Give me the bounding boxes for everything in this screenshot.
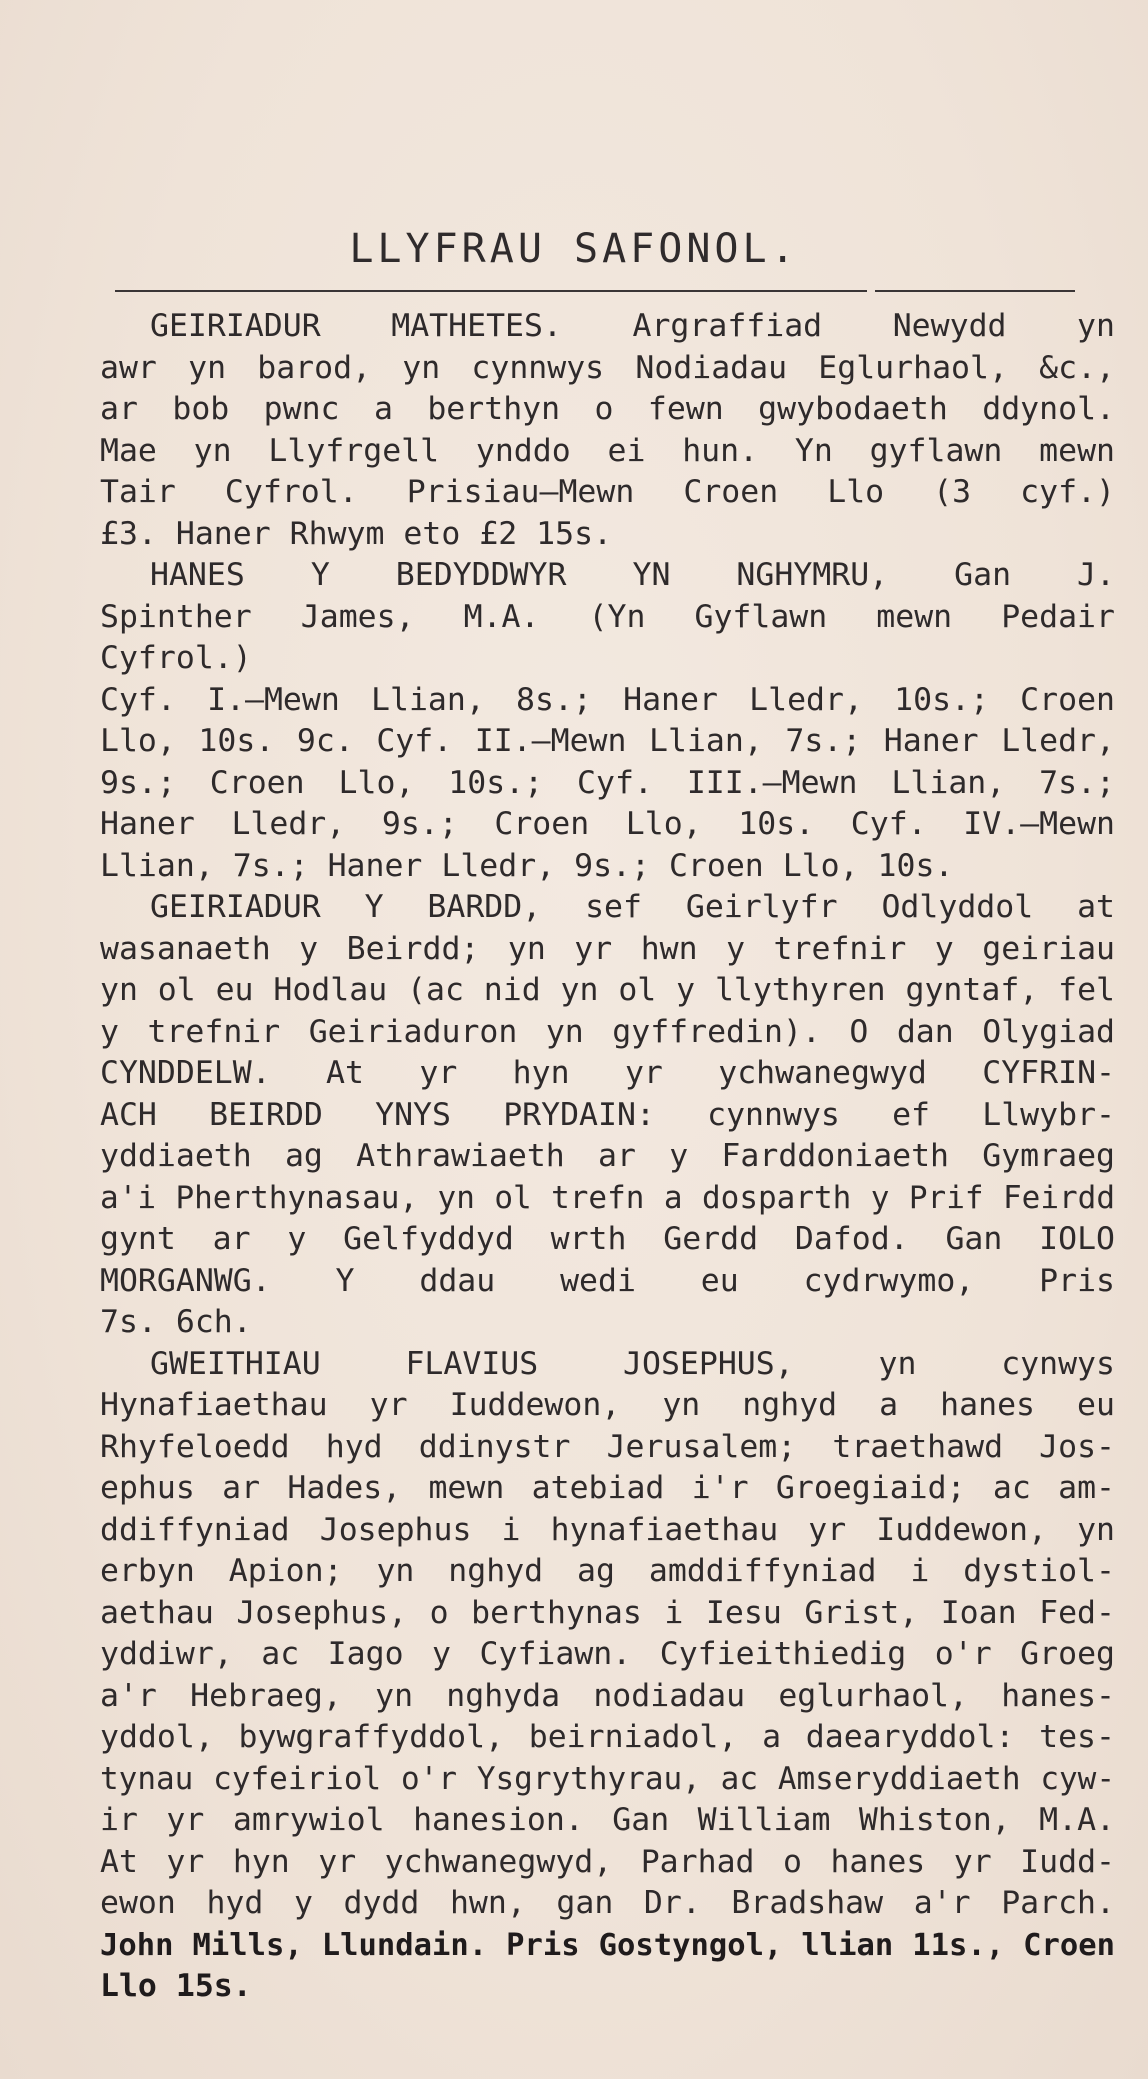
book-list bbox=[100, 306, 1115, 2008]
text-line: a'i Pherthynasau, yn ol trefn a dosparth y Prif Feirdd bbox=[100, 1179, 1115, 1216]
text-line: Rhyfeloedd hyd ddinystr Jerusalem; traethawd Jos- bbox=[100, 1428, 1115, 1465]
text-line: ewon hyd y dydd hwn, gan Dr. Bradshaw a'r Parch. bbox=[100, 1885, 1115, 1921]
text-line: £3. Haner Rhwym eto £2 15s. bbox=[100, 515, 613, 552]
text-line: ir yr amrywiol hanesion. Gan William Whiston, M.A. bbox=[100, 1802, 1115, 1838]
book-entry-geiriadur-y-bardd bbox=[100, 887, 1115, 1344]
text-line: y trefnir Geiriaduron yn gyffredin). O dan Olygiad bbox=[100, 1013, 1115, 1050]
text-line: Cyfrol.) bbox=[100, 640, 252, 676]
text-line: Mae yn Llyfrgell ynddo ei hun. Yn gyflawn mewn bbox=[100, 432, 1115, 469]
text-line: wasanaeth y Beirdd; yn yr hwn y trefnir y geiriau bbox=[100, 930, 1115, 967]
text-line: Cyf. I.—Mewn Llian, 8s.; Haner Lledr, 10s.; Croen bbox=[100, 681, 1115, 718]
text-line: yn ol eu Hodlau (ac nid yn ol y llythyren gyntaf, fel bbox=[100, 972, 1115, 1008]
text-line: ar bob pwnc a berthyn o fewn gwybodaeth ddynol. bbox=[100, 391, 1115, 427]
text-line: ACH BEIRDD YNYS PRYDAIN: cynnwys ef Llwybr- bbox=[100, 1096, 1115, 1133]
text-line: 7s. 6ch. bbox=[100, 1304, 252, 1340]
text-line: Spinther James, M.A. (Yn Gyflawn mewn Pedair bbox=[100, 598, 1115, 635]
text-line: GEIRIADUR MATHETES. Argraffiad Newydd yn bbox=[150, 308, 1115, 344]
book-entry-hanes-y-bedyddwyr bbox=[100, 555, 1115, 887]
text-line: yddol, bywgraffyddol, beirniadol, a daearyddol: tes- bbox=[100, 1719, 1115, 1755]
text-line: Llo 15s. bbox=[100, 1968, 252, 2004]
text-line: Llian, 7s.; Haner Lledr, 9s.; Croen Llo, 10s. bbox=[100, 847, 954, 884]
text-line: gynt ar y Gelfyddyd wrth Gerdd Dafod. Gan IOLO bbox=[100, 1221, 1115, 1257]
text-line: Haner Lledr, 9s.; Croen Llo, 10s. Cyf. IV.—Mewn bbox=[100, 806, 1115, 842]
text-line: erbyn Apion; yn nghyd ag amddiffyniad i dystiol- bbox=[100, 1553, 1115, 1589]
text-line: GWEITHIAU FLAVIUS JOSEPHUS, yn cynwys bbox=[150, 1345, 1115, 1382]
text-line: HANES Y BEDYDDWYR YN NGHYMRU, Gan J. bbox=[150, 557, 1115, 593]
title-rule-left bbox=[115, 290, 867, 292]
text-line: Llo, 10s. 9c. Cyf. II.—Mewn Llian, 7s.; Haner Lledr, bbox=[100, 723, 1115, 759]
text-line: a'r Hebraeg, yn nghyda nodiadau eglurhaol, hanes- bbox=[100, 1677, 1115, 1714]
text-line: Hynafiaethau yr Iuddewon, yn nghyd a hanes eu bbox=[100, 1387, 1115, 1423]
text-line: 9s.; Croen Llo, 10s.; Cyf. III.—Mewn Llian, 7s.; bbox=[100, 764, 1115, 801]
text-line: tynau cyfeiriol o'r Ysgrythyrau, ac Amseryddiaeth cyw- bbox=[100, 1760, 1115, 1797]
text-line: MORGANWG. Y ddau wedi eu cydrwymo, Pris bbox=[100, 1262, 1115, 1299]
text-line: yddiwr, ac Iago y Cyfiawn. Cyfieithiedig o'r Groeg bbox=[100, 1636, 1115, 1672]
book-entry-gweithiau-flavius-josephus bbox=[100, 1344, 1115, 2008]
text-line: aethau Josephus, o berthynas i Iesu Grist, Ioan Fed- bbox=[100, 1594, 1115, 1631]
text-line: At yr hyn yr ychwanegwyd, Parhad o hanes yr Iudd- bbox=[100, 1843, 1115, 1880]
text-line: yddiaeth ag Athrawiaeth ar y Farddoniaeth Gymraeg bbox=[100, 1138, 1115, 1174]
text-line: CYNDDELW. At yr hyn yr ychwanegwyd CYFRIN- bbox=[100, 1055, 1115, 1091]
text-line: awr yn barod, yn cynnwys Nodiadau Eglurhaol, &c., bbox=[100, 349, 1115, 386]
text-line: GEIRIADUR Y BARDD, sef Geirlyfr Odlyddol at bbox=[150, 889, 1115, 925]
page-title: LLYFRAU SAFONOL. bbox=[349, 226, 799, 272]
book-entry-geiriadur-mathetes bbox=[100, 306, 1115, 555]
text-line: Tair Cyfrol. Prisiau—Mewn Croen Llo (3 cyf.) bbox=[100, 474, 1115, 510]
text-line: John Mills, Llundain. Pris Gostyngol, llian 11s., Croen bbox=[100, 1927, 1115, 1963]
title-rule-right bbox=[875, 290, 1075, 292]
text-line: ddiffyniad Josephus i hynafiaethau yr Iuddewon, yn bbox=[100, 1511, 1115, 1548]
text-line: ephus ar Hades, mewn atebiad i'r Groegiaid; ac am- bbox=[100, 1470, 1115, 1506]
